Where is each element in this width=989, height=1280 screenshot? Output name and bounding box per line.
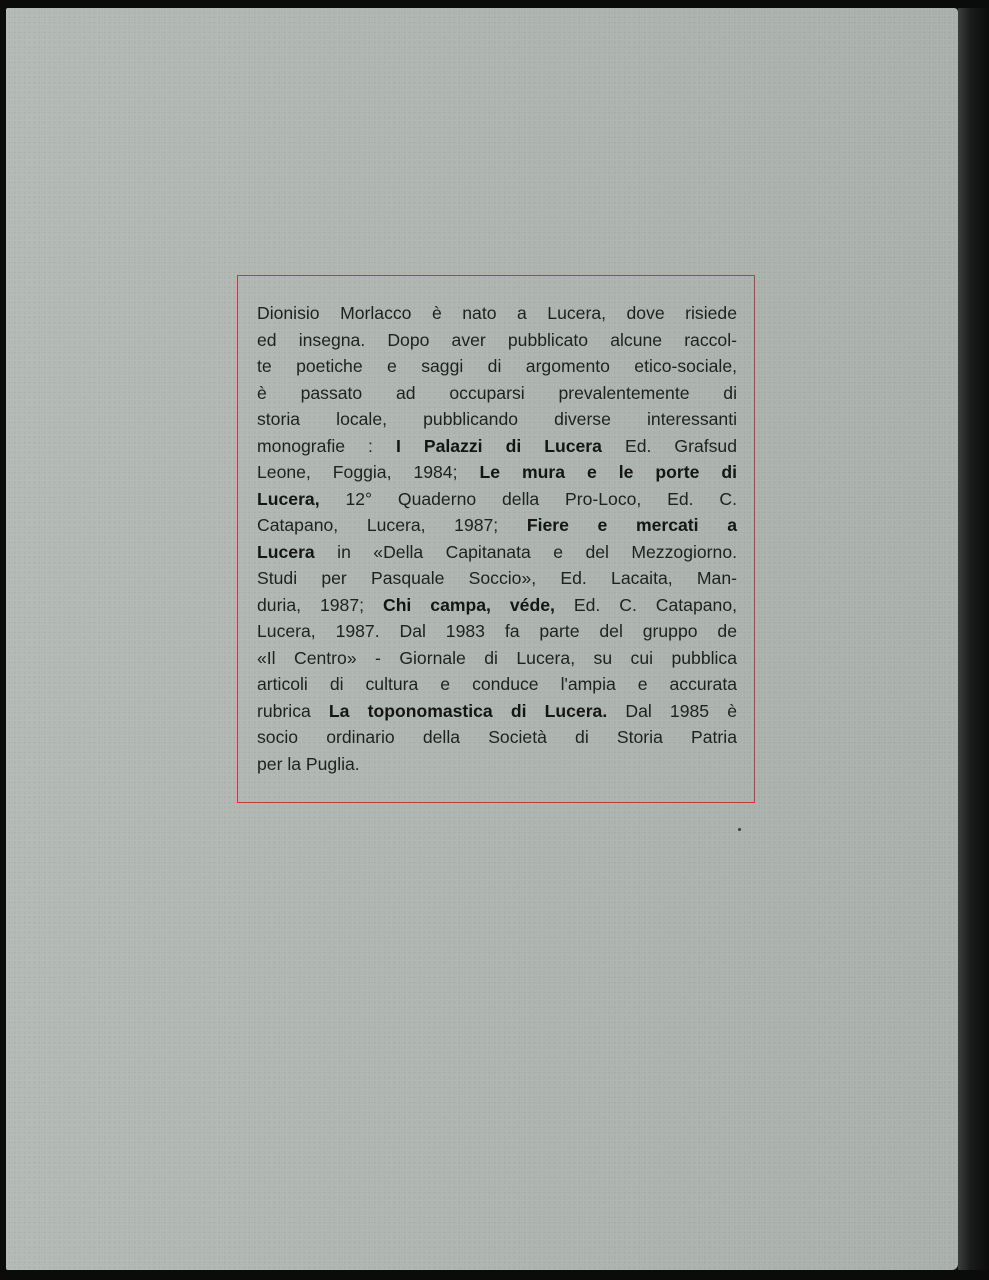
book-title: Fiere e mercati a [526, 515, 737, 535]
bio-line: rubrica La toponomastica di Lucera. Dal 1985 è [257, 700, 737, 721]
bio-line: Studi per Pasquale Soccio», Ed. Lacaita, Man- [257, 568, 737, 588]
bio-line: Lucera in «Della Capitanata e del Mezzogiorno. [257, 541, 737, 562]
book-title: I Palazzi di Lucera [395, 435, 602, 456]
book-title: Le mura e le porte di [479, 462, 737, 482]
bio-line: Dionisio Morlacco è nato a Lucera, dove risiede [257, 303, 737, 323]
bio-line: duria, 1987; Chi campa, véde, Ed. C. Catapano, [257, 594, 737, 615]
bio-line: te poetiche e saggi di argomento etico-sociale, [257, 356, 737, 376]
bio-line: socio ordinario della Società di Storia Patria [257, 727, 737, 747]
bio-line: articoli di cultura e conduce l'ampia e accurata [257, 674, 737, 694]
book-title: Lucera, [257, 488, 320, 509]
bio-line: storia locale, pubblicando diverse interessanti [257, 409, 737, 429]
book-spine-shadow [958, 8, 989, 1270]
bio-line: Lucera, 12° Quaderno della Pro-Loco, Ed. C. [257, 488, 737, 509]
author-bio-text [257, 300, 737, 777]
book-title: La toponomastica di Lucera. [328, 700, 608, 721]
book-title: Lucera [257, 541, 315, 562]
bio-line: Lucera, 1987. Dal 1983 fa parte del gruppo de [257, 621, 737, 641]
bio-line: monografie : I Palazzi di Lucera Ed. Grafsud [257, 435, 737, 456]
bio-line: ed insegna. Dopo aver pubblicato alcune raccol- [257, 329, 737, 350]
paper-speck [738, 828, 741, 831]
bio-line: è passato ad occuparsi prevalentemente di [257, 382, 737, 403]
bio-line: «Il Centro» - Giornale di Lucera, su cui pubblica [257, 647, 737, 668]
bio-line: per la Puglia. [257, 753, 360, 774]
book-title: Chi campa, véde, [382, 594, 555, 615]
bio-line: Leone, Foggia, 1984; Le mura e le porte di [257, 462, 737, 482]
bio-line: Catapano, Lucera, 1987; Fiere e mercati a [257, 515, 737, 535]
